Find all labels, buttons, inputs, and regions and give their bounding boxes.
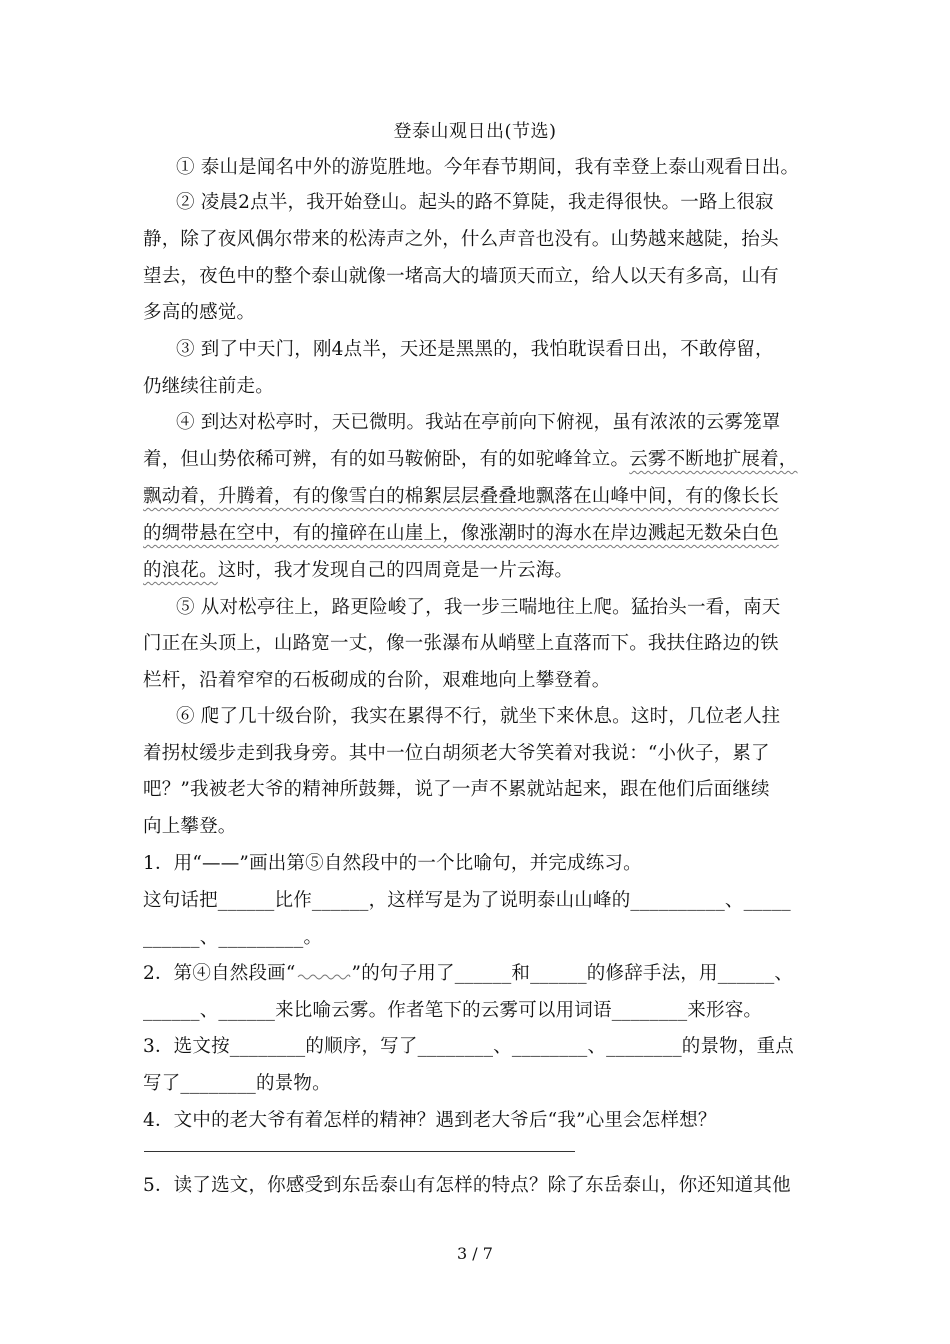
question-2-line-1 [143,961,793,987]
paragraph-6-line-4: 向上攀登。 [143,816,237,837]
question-4-answer-line[interactable] [144,1151,575,1152]
wavy-underlined-sentence-middle: 飘动着，升腾着，有的像雪白的棉絮层层叠叠地飘落在山峰中间，有的像长长 [143,486,779,507]
question-2-suffix: ”的句子用了______和______的修辞手法，用______、 [351,963,794,984]
paragraph-3-line-1: ③ 到了中天门，刚4点半，天还是黑黑的，我怕耽误看日出，不敢停留， [176,339,774,360]
question-5: 5．读了选文，你感受到东岳泰山有怎样的特点？除了东岳泰山，你还知道其他 [143,1175,791,1196]
paragraph-6-line-3: 吧？”我被老大爷的精神所鼓舞，说了一声不累就站起来，跟在他们后面继续 [143,779,770,800]
question-1: 1．用“——”画出第⑤自然段中的一个比喻句，并完成练习。 [143,853,642,874]
question-2-prefix: 2．第④自然段画“ [143,963,296,984]
paragraph-4-line-5-plain: 这时，我才发现自己的四周竟是一片云海。 [217,560,574,581]
question-2-line-2: ______、______来比喻云雾。作者笔下的云雾可以用词语________来形容。 [143,1000,763,1021]
paragraph-2-line-2: 静，除了夜风偶尔带来的松涛声之外，什么声音也没有。山势越来越陡，抬头 [143,229,779,250]
wavy-underlined-sentence-end: 的浪花。 [143,560,218,581]
wavy-underlined-sentence-middle-2: 的绸带悬在空中，有的撞碎在山崖上，像涨潮时的海水在岸边溅起无数朵白色 [143,523,779,544]
paragraph-5-line-2: 门正在头顶上，山路宽一丈，像一张瀑布从峭壁上直落而下。我扶住路边的铁 [143,633,779,654]
wavy-line-symbol [296,963,352,981]
question-3-line-2: 写了________的景物。 [143,1073,331,1094]
paragraph-5-line-3: 栏杆，沿着窄窄的石板砌成的台阶，艰难地向上攀登着。 [143,670,611,691]
paragraph-4-line-2 [143,447,798,473]
paragraph-1-line-1: ① 泰山是闻名中外的游览胜地。今年春节期间，我有幸登上泰山观看日出。 [176,157,800,178]
paragraph-3-line-2: 仍继续往前走。 [143,376,274,397]
question-1-blanks-line-1: 这句话把______比作______，这样写是为了说明泰山山峰的__________、_____ [143,890,791,911]
question-3-line-1: 3．选文按________的顺序，写了________、________、________的景物，重点 [143,1036,794,1057]
question-1-blanks-line-2: ______、_________。 [143,927,323,948]
question-4: 4．文中的老大爷有着怎样的精神？遇到老大爷后“我”心里会怎样想？ [143,1110,717,1131]
paragraph-4-line-1: ④ 到达对松亭时，天已微明。我站在亭前向下俯视，虽有浓浓的云雾笼罩 [176,412,781,433]
paragraph-5-line-1: ⑤ 从对松亭往上，路更险峻了，我一步三喘地往上爬。猛抬头一看，南天 [176,597,781,618]
paragraph-4-line-3 [143,484,779,510]
paragraph-2-line-3: 望去，夜色中的整个泰山就像一堵高大的墙顶天而立，给人以天有多高，山有 [143,266,779,287]
paragraph-6-line-2: 着拐杖缓步走到我身旁。其中一位白胡须老大爷笑着对我说：“小伙子，累了 [143,743,770,764]
paragraph-4-line-4 [143,521,779,547]
page-number: 3 / 7 [457,1244,493,1263]
paragraph-4-line-5 [143,558,573,584]
paragraph-2-line-1: ② 凌晨2点半，我开始登山。起头的路不算陡，我走得很快。一路上很寂 [176,192,774,213]
paragraph-4-line-2-plain: 着，但山势依稀可辨，有的如马鞍俯卧，有的如驼峰耸立。 [143,449,630,470]
paragraph-6-line-1: ⑥ 爬了几十级台阶，我实在累得不行，就坐下来休息。这时，几位老人拄 [176,706,781,727]
passage-title: 登泰山观日出(节选) [393,121,557,142]
wavy-underlined-sentence-start: 云雾不断地扩展着， [629,449,798,470]
paragraph-2-line-4: 多高的感觉。 [143,302,256,323]
